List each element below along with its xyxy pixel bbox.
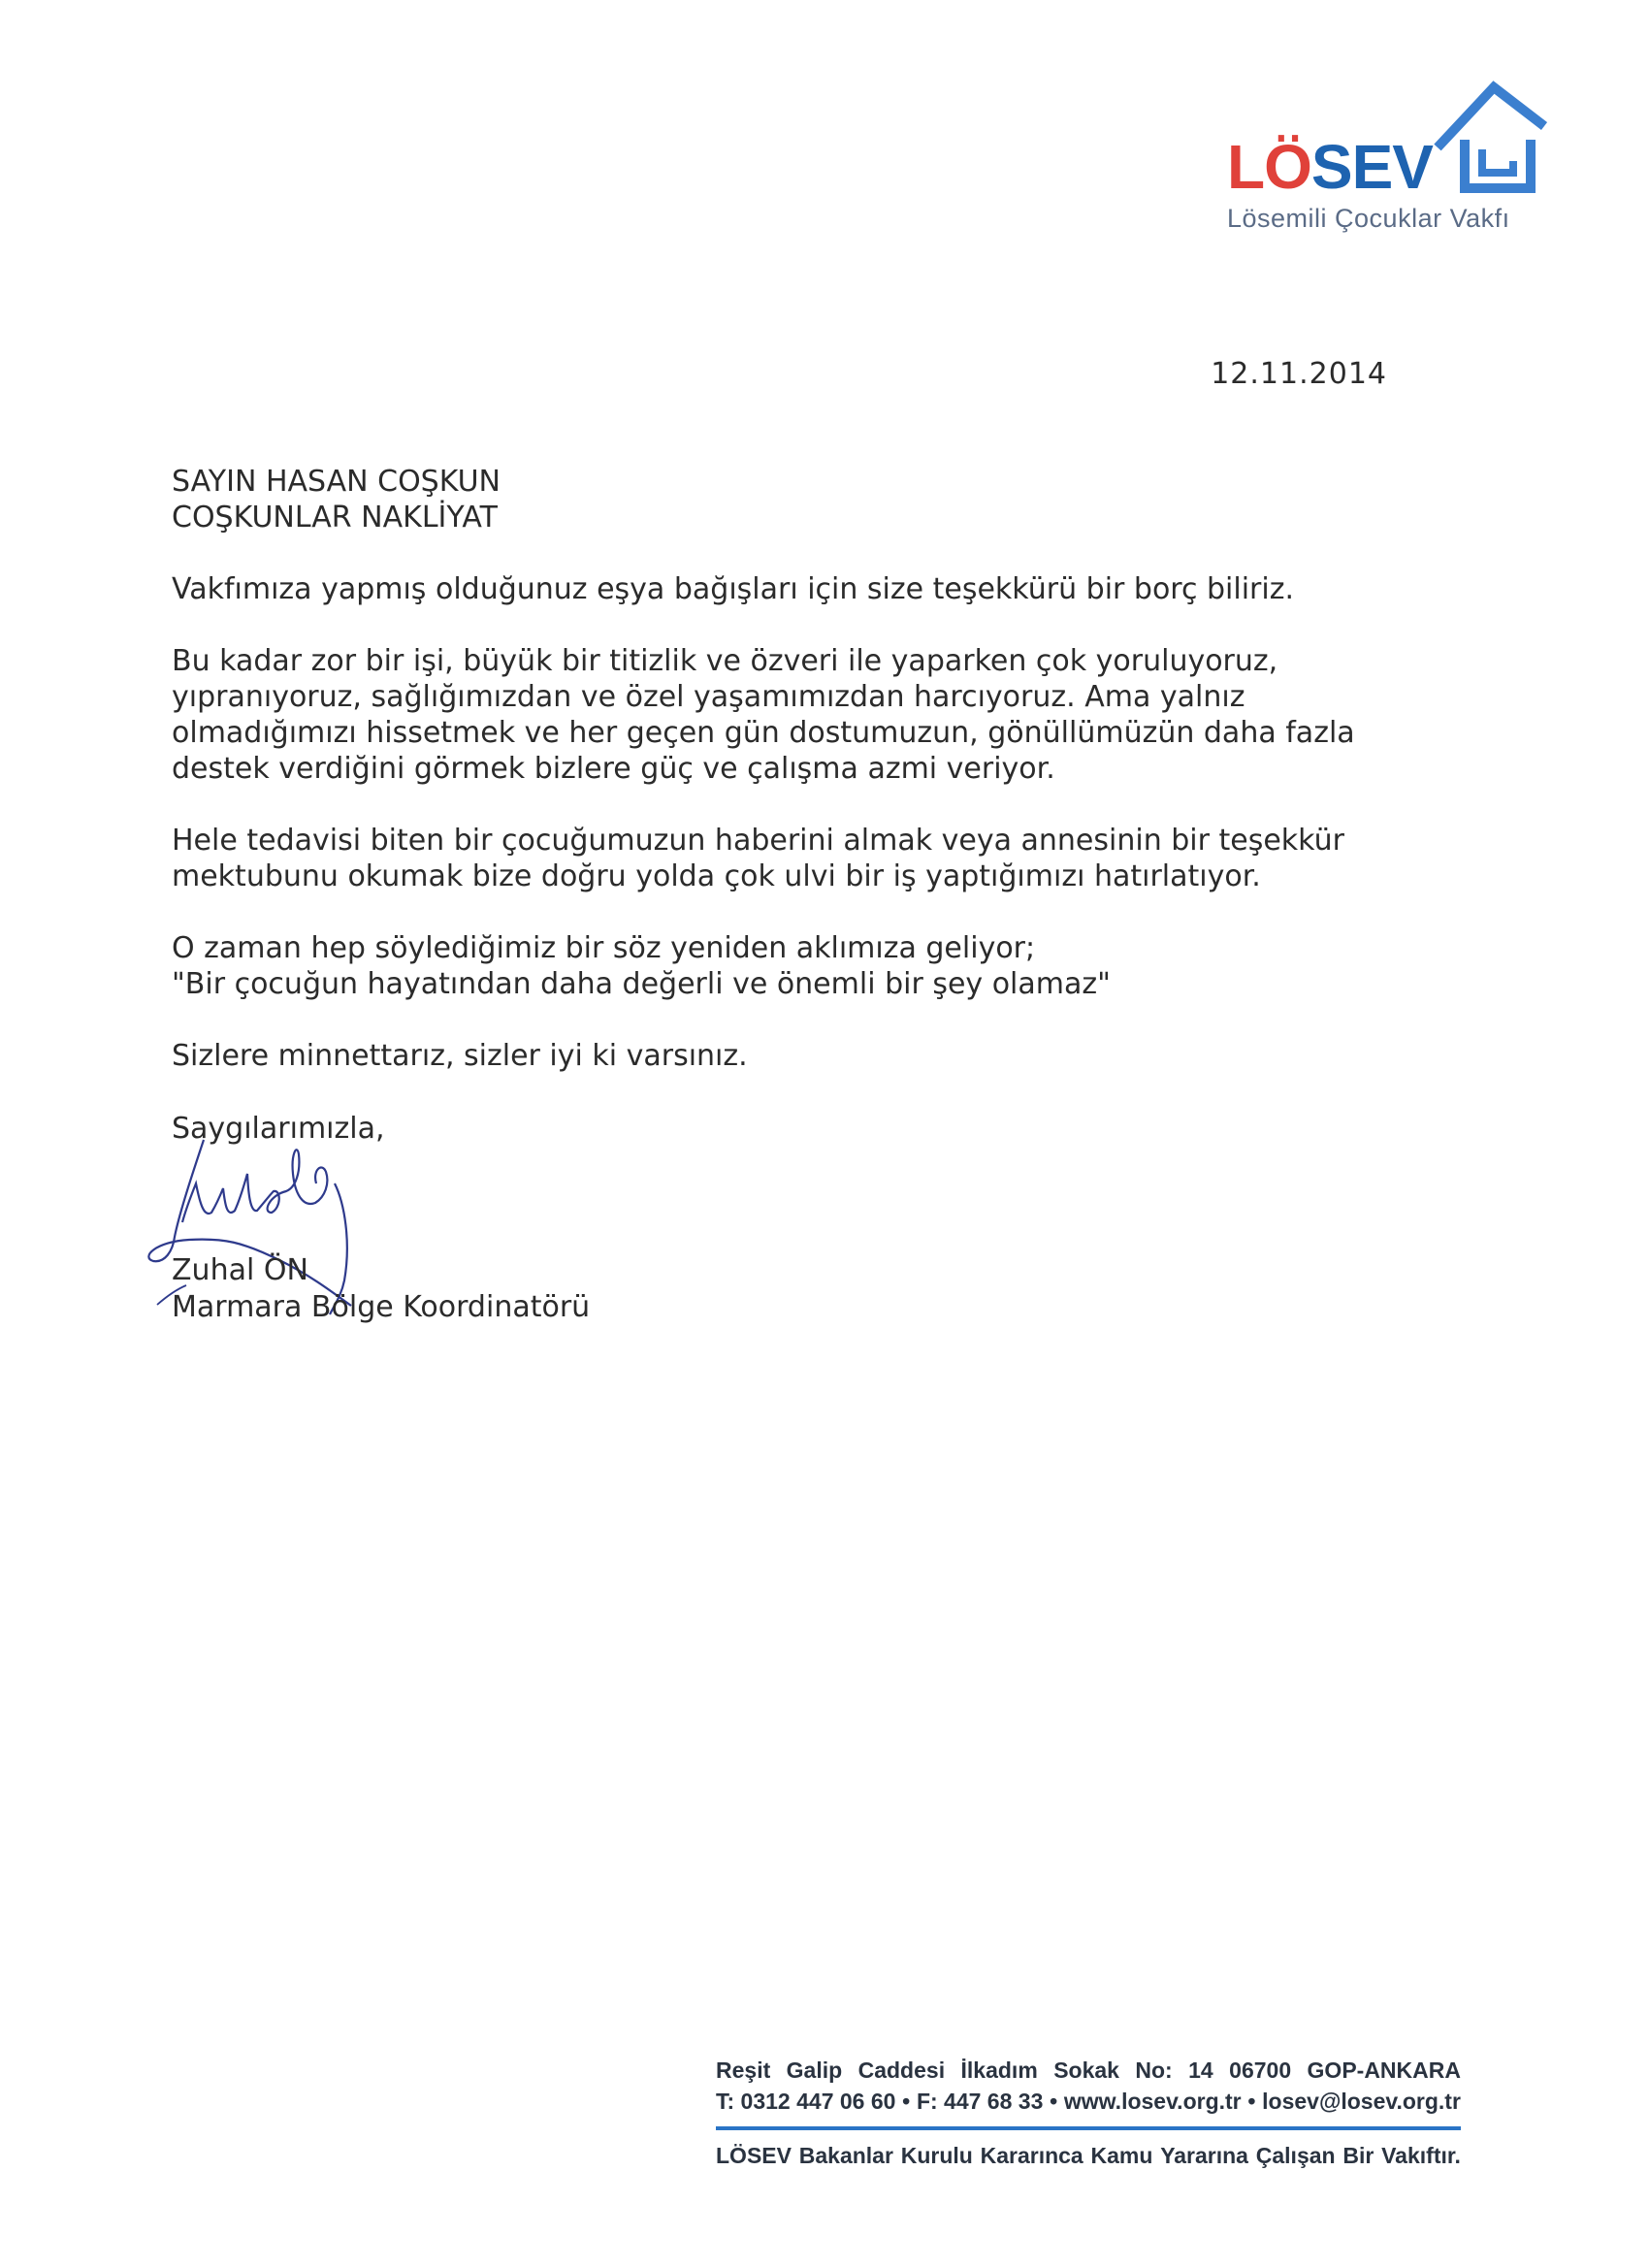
footer-website-link[interactable]: www.losev.org.tr [1063, 2089, 1242, 2114]
logo-wordmark [1227, 132, 1433, 202]
legal-word: Çalışan [1255, 2143, 1336, 2168]
logo-wordmark-blue: SEV [1310, 132, 1433, 202]
footer-email-link[interactable]: losev@losev.org.tr [1262, 2089, 1461, 2114]
closing-salutation: Saygılarımızla, [172, 1112, 385, 1146]
address-word: 14 [1188, 2057, 1213, 2083]
paragraph-line: Hele tedavisi biten bir çocuğumuzun haberini almak veya annesinin bir teşekkür [172, 824, 1344, 858]
letter-date: 12.11.2014 [1211, 357, 1387, 391]
legal-word: Kararınca [980, 2143, 1083, 2168]
paragraph-line: Sizlere minnettarız, sizler iyi ki varsınız. [172, 1039, 748, 1073]
paragraph-line: olmadığımızı hissetmek ve her geçen gün dostumuzun, gönüllümüzün daha fazla [172, 716, 1355, 750]
logo-tagline: Lösemili Çocuklar Vakfı [1227, 204, 1510, 233]
paragraph [172, 823, 1394, 894]
recipient-company: COŞKUNLAR NAKLİYAT [172, 501, 498, 535]
logo-wordmark-red: LÖ [1227, 132, 1311, 202]
address-word: İlkadım [960, 2057, 1038, 2083]
losev-logo [1217, 80, 1547, 244]
paragraph [172, 930, 1394, 1002]
paragraph-line: Vakfımıza yapmış olduğunuz eşya bağışları için size teşekkürü bir borç biliriz. [172, 572, 1295, 606]
legal-word: Kamu [1090, 2143, 1153, 2168]
legal-word: Vakıftır. [1381, 2143, 1461, 2168]
letterhead-footer [716, 2055, 1461, 2171]
legal-word: Kurulu [900, 2143, 973, 2168]
signer-title: Marmara Bölge Koordinatörü [172, 1290, 591, 1324]
footer-fax: F: 447 68 33 [916, 2089, 1044, 2114]
address-word: 06700 [1229, 2057, 1292, 2083]
legal-word: LÖSEV [716, 2143, 792, 2168]
paragraph-line: yıpranıyoruz, sağlığımızdan ve özel yaşamımızdan harcıyoruz. Ama yalnız [172, 680, 1245, 714]
paragraph [172, 1038, 1394, 1074]
signer-block [172, 1252, 590, 1326]
recipient-block [172, 464, 1394, 535]
address-word: Caddesi [857, 2057, 946, 2083]
address-word: GOP-ANKARA [1307, 2057, 1461, 2083]
footer-phone: T: 0312 447 06 60 [716, 2089, 896, 2114]
footer-divider [716, 2126, 1461, 2130]
legal-word: Bakanlar [798, 2143, 893, 2168]
paragraph [172, 571, 1394, 607]
footer-bullet: • [1050, 2089, 1058, 2114]
paragraph-line: O zaman hep söylediğimiz bir söz yeniden aklımıza geliyor; [172, 931, 1036, 965]
paragraph-line: Bu kadar zor bir işi, büyük bir titizlik ve özveri ile yaparken çok yoruluyoruz, [172, 644, 1278, 678]
footer-contact [716, 2086, 1461, 2117]
footer-bullet: • [1247, 2089, 1256, 2114]
address-word: Sokak [1053, 2057, 1119, 2083]
paragraph-line: mektubunu okumak bize doğru yolda çok ulvi bir iş yaptığımızı hatırlatıyor. [172, 859, 1261, 893]
address-word: Reşit [716, 2057, 771, 2083]
recipient-name: SAYIN HASAN COŞKUN [172, 465, 501, 499]
paragraph-line: "Bir çocuğun hayatından daha değerli ve önemli bir şey olamaz" [172, 967, 1111, 1001]
footer-bullet: • [902, 2089, 911, 2114]
footer-legal [716, 2140, 1461, 2171]
legal-word: Yararına [1160, 2143, 1248, 2168]
paragraph-line: destek verdiğini görmek bizlere güç ve çalışma azmi veriyor. [172, 752, 1055, 786]
legal-word: Bir [1342, 2143, 1374, 2168]
paragraph [172, 643, 1394, 787]
address-word: No: [1135, 2057, 1173, 2083]
address-word: Galip [786, 2057, 843, 2083]
house-icon [1426, 80, 1547, 206]
footer-address [716, 2055, 1461, 2086]
letter-body [172, 464, 1394, 1110]
signer-name: Zuhal ÖN [172, 1253, 308, 1287]
